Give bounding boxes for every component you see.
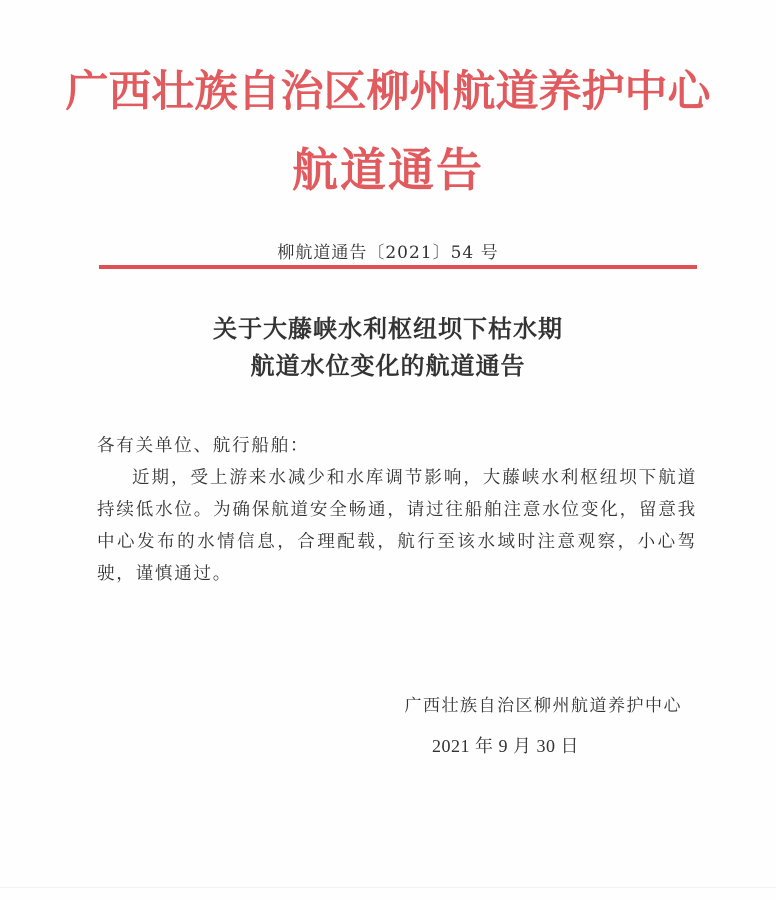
document-type-title: 航道通告 [292, 143, 484, 197]
subject-line-2: 航道水位变化的航道通告 [250, 351, 526, 380]
subject-line-1: 关于大藤峡水利枢纽坝下枯水期 [213, 314, 563, 343]
subject-heading [0, 310, 776, 384]
scan-edge-line [0, 887, 776, 888]
red-header-rule [99, 265, 697, 269]
issue-date: 2021 年 9 月 30 日 [432, 736, 579, 756]
organization-title: 广西壮族自治区柳州航道养护中心 [65, 67, 711, 117]
notice-body [97, 430, 697, 590]
document-number: 柳航道通告〔2021〕54 号 [277, 243, 499, 263]
salutation: 各有关单位、航行船舶： [97, 436, 310, 456]
body-paragraph: 近期，受上游来水减少和水库调节影响，大藤峡水利枢纽坝下航道持续低水位。为确保航道安全畅通，请过往船舶注意水位变化，留意我中心发布的水情信息，合理配载，航行至该水域时注意观察，小心驾驶，谨慎通过。 [97, 468, 697, 584]
issuer-signature: 广西壮族自治区柳州航道养护中心 [404, 696, 682, 716]
